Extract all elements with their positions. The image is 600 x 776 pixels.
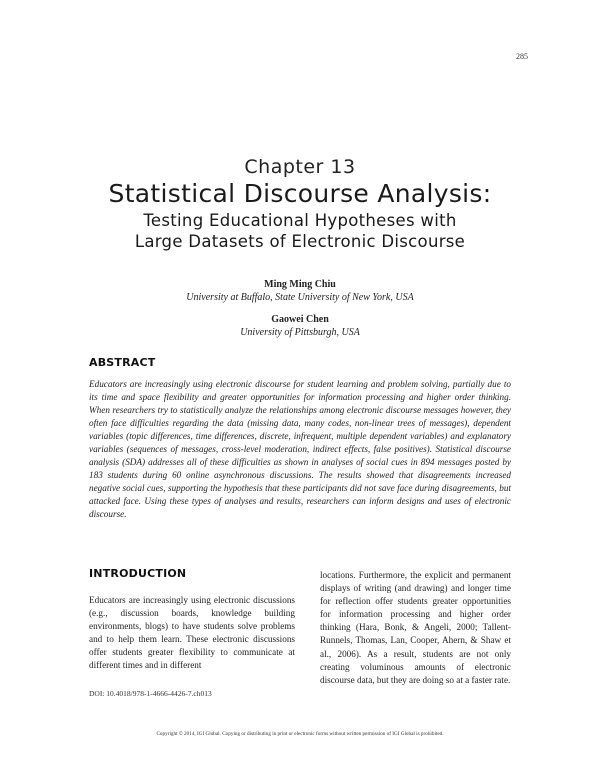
- subtitle-line-2: Large Datasets of Electronic Discourse: [134, 232, 466, 251]
- author-affiliation-1: University at Buffalo, State University of New York, USA: [186, 292, 414, 303]
- introduction-left-column: Educators are increasingly using electronic discussions (e.g., discussion boards, knowledge building environments, blogs) to have students solve problems and to help them learn. These electronic discussions offer students greater flexibility to communicate at different times and in different: [89, 595, 295, 671]
- abstract-body: Educators are increasingly using electronic discourse for student learning and problem solving, partially due to its time and space flexibility and greater opportunities for information processing and higher order thinking. When researchers try to statistically analyze the relationships among electronic discourse messages however, they often face difficulties regarding the data (missing data, many codes, non-linear trees of messages), dependent variables (topic differences, time differences, discrete, infrequent, multiple dependent variables) and explanatory variables (sequences of messages, cross-level moderation, indirect effects, false positives). Statistical discourse analysis (SDA) addresses all of these difficulties as shown in analyses of social cues in 894 messages posted by 183 students during 60 online asynchronous discussions. The results showed that disagreements increased negative social cues, supporting the hypothesis that these participants did not save face during disagreements, but attacked face. Using these types of analyses and results, researchers can inform designs and uses of electronic discourse.: [89, 379, 511, 519]
- copyright-notice: Copyright © 2014, IGI Global. Copying or distributing in print or electronic forms without written permission of IGI Global is prohibited.: [156, 731, 444, 737]
- author-name-1: Ming Ming Chiu: [264, 279, 336, 290]
- chapter-label: Chapter 13: [244, 156, 356, 178]
- author-affiliation-2: University of Pittsburgh, USA: [240, 327, 360, 338]
- introduction-heading: INTRODUCTION: [89, 567, 187, 580]
- subtitle-line-1: Testing Educational Hypotheses with: [143, 211, 457, 230]
- chapter-subtitle: [0, 210, 600, 252]
- abstract-heading: ABSTRACT: [89, 356, 156, 369]
- introduction-right-column: locations. Furthermore, the explicit and permanent displays of writing (and drawing) and longer time for reflection offer students greater opportunities for information processing and higher order thinking (Hara, Bonk, & Angeli, 2000; Tallent-Runnels, Thomas, Lan, Cooper, Ahern, & Shaw et al., 2006). As a result, students are not only creating voluminous amounts of electronic discourse data, but they are doing so at a faster rate.: [320, 570, 511, 685]
- chapter-title: Statistical Discourse Analysis:: [108, 179, 492, 208]
- page-number: 285: [516, 52, 528, 61]
- doi: DOI: 10.4018/978-1-4666-4426-7.ch013: [89, 689, 212, 698]
- author-name-2: Gaowei Chen: [271, 314, 329, 325]
